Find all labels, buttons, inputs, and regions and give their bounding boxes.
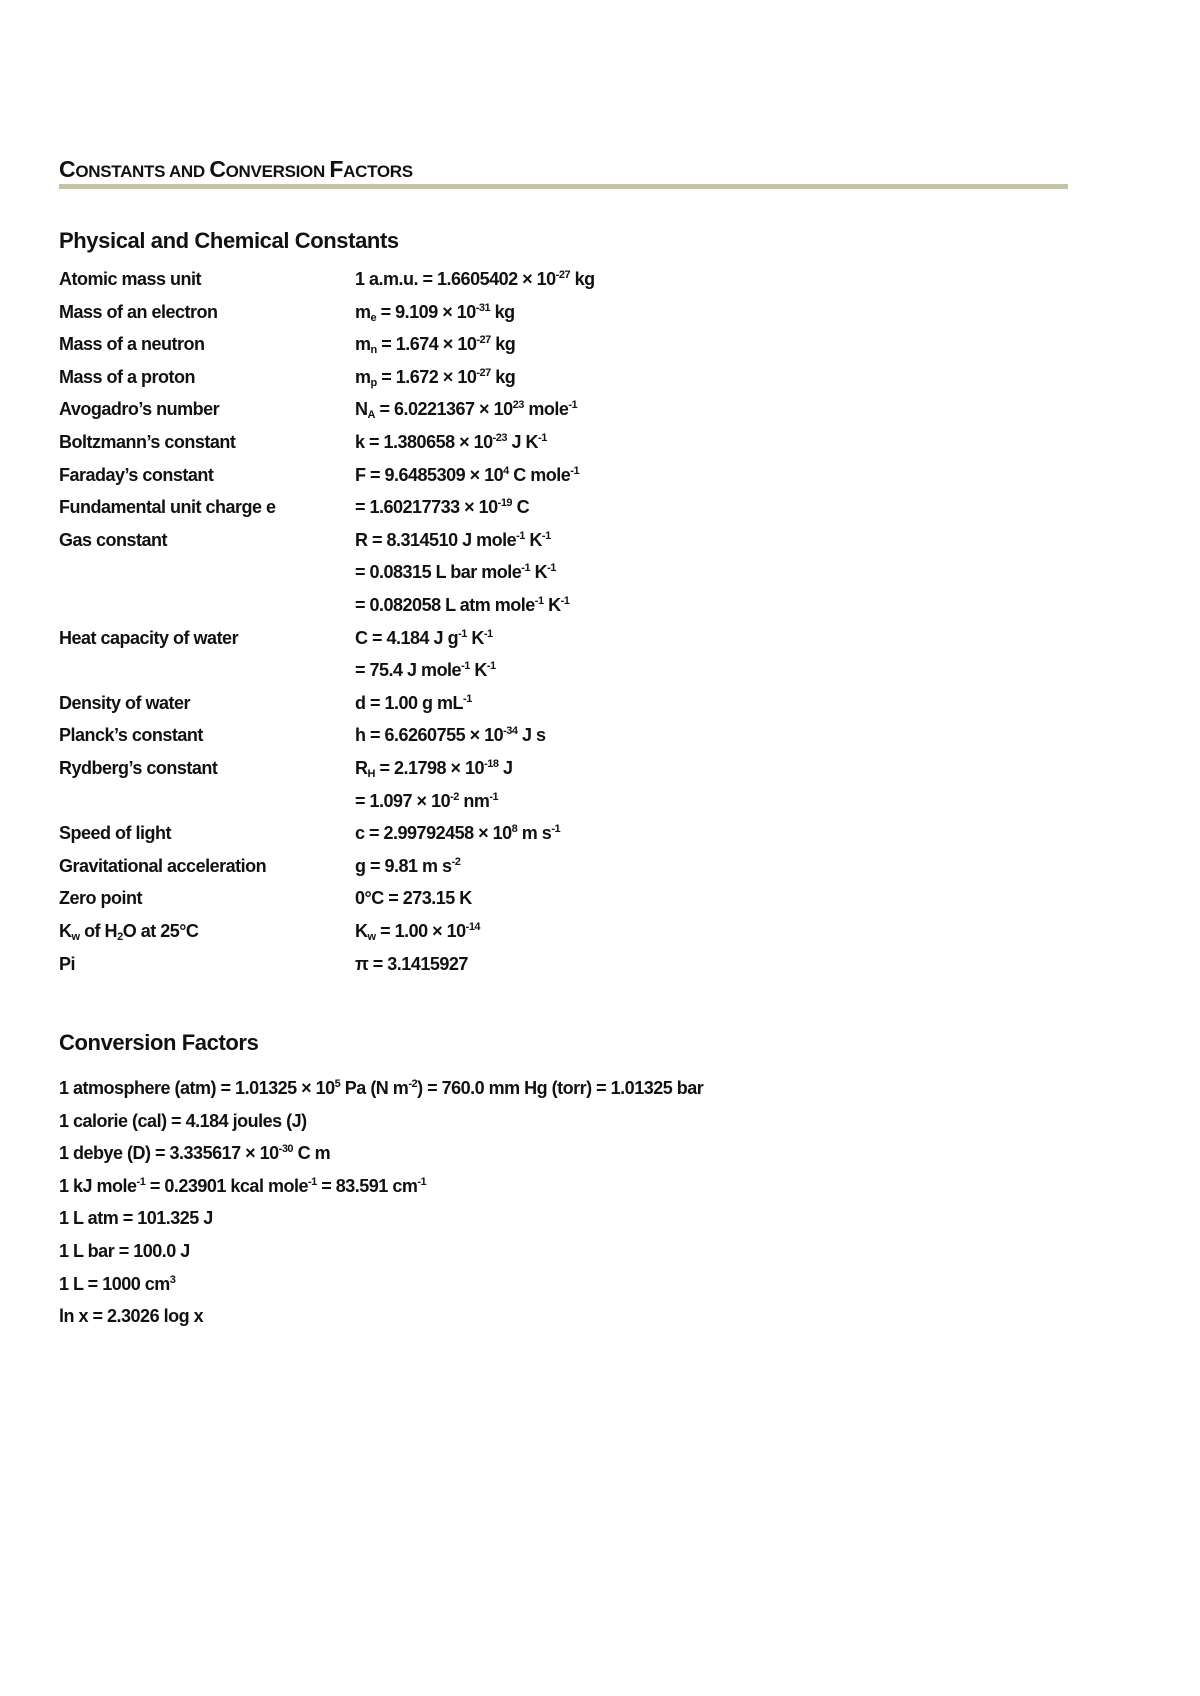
constant-value: g = 9.81 m $s^{-2}$: [355, 855, 461, 876]
constant-name: $K_w$ of $H_2O$ at 25°C: [59, 921, 199, 943]
conversion-row: 1 L bar = 100.0 J: [59, 1241, 190, 1261]
constant-value: = 0.082058 L atm mole$^{-1}$ $K^{-1}$: [355, 595, 570, 615]
constant-name: Mass of a proton: [59, 366, 196, 387]
constant-name: Heat capacity of water: [59, 627, 239, 648]
title-initial: F: [329, 156, 344, 182]
title-underline-rule: [59, 184, 1068, 189]
constant-name: Boltzmann’s constant: [59, 432, 236, 452]
constant-name: Atomic mass unit: [59, 269, 202, 289]
conversion-row: 1 debye $(D) = 3.335617 \times 10^{-30}$ C m: [59, 1143, 331, 1164]
constant-value: $K_w = 1.00 \times 10^{-14}$: [355, 921, 481, 943]
constant-name: Gas constant: [59, 529, 168, 550]
constant-value: $m_p = 1.672 \times 10^{-27}$ kg: [355, 366, 516, 389]
constant-value: = $1.097 \times 10^{-2}$ $nm^{-1}$: [355, 790, 499, 811]
constant-value: = 0.08315 L bar mole$^{-1}$ $K^{-1}$: [355, 562, 556, 583]
conversion-row: 1 atmosphere $(atm) = 1.01325 \times 10^5$ Pa (N $m^{-2}) = 760.0$ mm Hg (torr) = 1.01325 bar: [59, 1078, 704, 1098]
constant-name: Mass of an electron: [59, 301, 218, 322]
constant-value: 0°C = 273.15 K: [355, 888, 472, 909]
title-initial: C: [59, 156, 76, 182]
constant-name: Density of water: [59, 692, 191, 713]
constant-value: $m_e = 9.109 \times 10^{-31}$ kg: [355, 301, 515, 324]
constant-name: Planck’s constant: [59, 725, 203, 746]
conversion-factors-heading: Conversion Factors: [59, 1030, 259, 1055]
constant-name: Zero point: [59, 888, 142, 909]
conversion-row: 1 L = 1000 $cm^3$: [59, 1273, 176, 1294]
constant-name: Avogadro’s number: [59, 399, 220, 420]
constant-value: 1 a.m.u. = $1.6605402 \times 10^{-27}$ kg: [355, 269, 595, 289]
constant-name: Pi: [59, 953, 76, 974]
constant-value: $F = 9.6485309 \times 10^4$ C mole$^{-1}$: [355, 464, 580, 485]
constant-name: Mass of a neutron: [59, 334, 205, 355]
constant-name: Speed of light: [59, 823, 171, 844]
constant-value: $m_n = 1.674 \times 10^{-27}$ kg: [355, 334, 516, 357]
constant-value: $N_A = 6.0221367 \times 10^{23}$ mole$^{-1}$: [355, 399, 578, 422]
constant-value: $k = 1.380658 \times 10^{-23}$ J $K^{-1}$: [355, 432, 547, 452]
constant-value: $c = 2.99792458 \times 10^8$ m $s^{-1}$: [355, 823, 561, 844]
constant-value: = 75.4 J mole$^{-1}$ $K^{-1}$: [355, 660, 496, 681]
conversion-row: ln x = 2.3026 log x: [59, 1306, 204, 1327]
constant-value: d = 1.00 g $mL^{-1}$: [355, 692, 472, 713]
document-title: [59, 156, 413, 183]
constant-name: Rydberg’s constant: [59, 758, 218, 778]
constant-name: Faraday’s constant: [59, 464, 214, 485]
title-smallcaps: ACTORS: [343, 162, 413, 181]
title-initial: C: [209, 156, 226, 182]
constant-name: Gravitational acceleration: [59, 855, 267, 876]
conversion-row: 1 L atm = 101.325 J: [59, 1208, 213, 1229]
constant-value: π = 3.1415927: [355, 953, 468, 974]
constant-value: C = 4.184 J $g^{-1}$ $K^{-1}$: [355, 627, 493, 648]
title-smallcaps: ONSTANTS: [75, 162, 169, 181]
conversion-row: 1 kJ mole$^{-1}$ = 0.23901 kcal mole$^{-1}$ = 83.591 $cm^{-1}$: [59, 1175, 427, 1196]
conversion-row: 1 calorie (cal) = 4.184 joules (J): [59, 1110, 307, 1131]
title-smallcaps: AND: [168, 162, 210, 181]
title-smallcaps: ONVERSION: [225, 162, 330, 181]
constant-name: Fundamental unit charge e: [59, 497, 276, 518]
constant-value: $h = 6.6260755 \times 10^{-34}$ J s: [355, 725, 546, 746]
constant-value: R = 8.314510 J mole$^{-1}$ $K^{-1}$: [355, 529, 551, 550]
physical-constants-heading: Physical and Chemical Constants: [59, 228, 399, 253]
constant-value: = $1.60217733 \times 10^{-19}$ C: [355, 497, 530, 518]
constant-value: $R_H = 2.1798 \times 10^{-18}$ J: [355, 758, 513, 780]
